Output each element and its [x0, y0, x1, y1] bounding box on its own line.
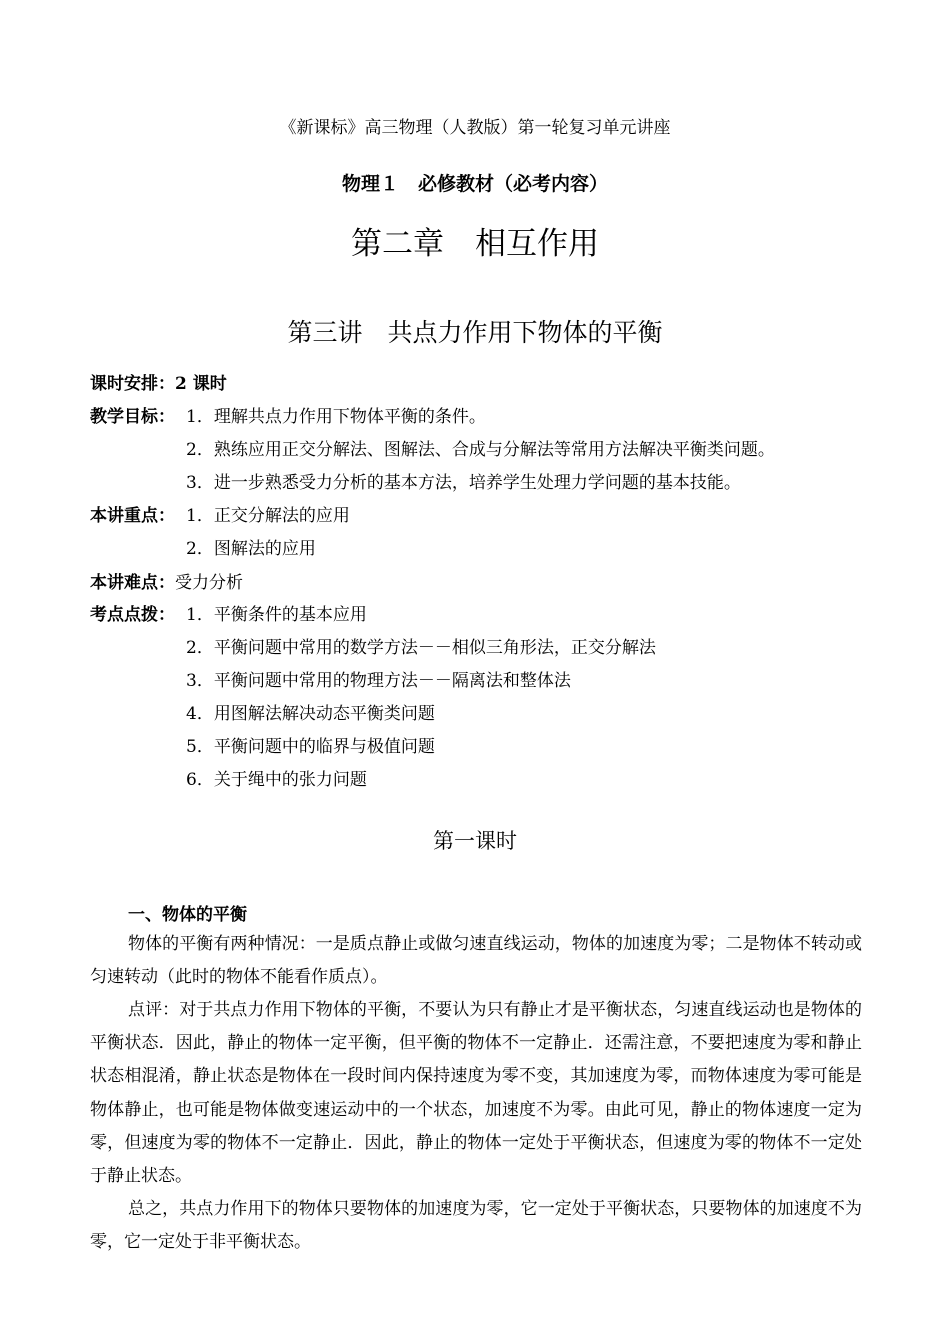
- goals-label: 教学目标：: [90, 407, 175, 427]
- point-item: 6．关于绳中的张力问题: [186, 770, 367, 790]
- goal-item: 3．进一步熟悉受力分析的基本方法，培养学生处理力学问题的基本技能。: [186, 473, 741, 493]
- point-item: 3．平衡问题中常用的物理方法－－隔离法和整体法: [186, 671, 571, 691]
- session-title: 第一课时: [433, 829, 517, 853]
- key-item: 1．正交分解法的应用: [186, 506, 350, 526]
- point-item: 2．平衡问题中常用的数学方法－－相似三角形法，正交分解法: [186, 638, 656, 658]
- difficulty-row: [90, 571, 243, 595]
- section-heading: 一、物体的平衡: [128, 905, 247, 925]
- point-item: 4．用图解法解决动态平衡类问题: [186, 704, 435, 724]
- subject-title: 物理１ 必修教材（必考内容）: [341, 173, 608, 195]
- point-item: 1．平衡条件的基本应用: [186, 605, 367, 625]
- chapter-title: 第二章 相互作用: [351, 226, 599, 262]
- schedule-label: 课时安排：: [90, 374, 175, 394]
- goal-item: 1．理解共点力作用下物体平衡的条件。: [186, 407, 486, 427]
- schedule-value: 2 课时: [175, 374, 227, 394]
- paragraph: 点评：对于共点力作用下物体的平衡，不要认为只有静止才是平衡状态，匀速直线运动也是物体的平衡状态．因此，静止的物体一定平衡，但平衡的物体不一定静止．还需注意，不要把速度为零和静止状态相混淆，静止状态是物体在一段时间内保持速度为零不变，其加速度为零，而物体速度为零可能是物体静止，也可能是物体做变速运动中的一个状态，加速度不为零。由此可见，静止的物体速度一定为零，但速度为零的物体不一定静止．因此，静止的物体一定处于平衡状态，但速度为零的物体不一定处于静止状态。: [90, 1000, 862, 1187]
- key-item: 2．图解法的应用: [186, 539, 316, 559]
- paragraph: 物体的平衡有两种情况：一是质点静止或做匀速直线运动，物体的加速度为零；二是物体不转动或匀速转动（此时的物体不能看作质点）。: [90, 934, 862, 988]
- difficulty-value: 受力分析: [175, 573, 243, 593]
- keys-label: 本讲重点：: [90, 506, 175, 526]
- difficulty-label: 本讲难点：: [90, 573, 175, 593]
- schedule-row: [90, 372, 227, 396]
- points-label: 考点点拨：: [90, 605, 175, 625]
- series-title: 《新课标》高三物理（人教版）第一轮复习单元讲座: [279, 118, 671, 138]
- lecture-title: 第三讲 共点力作用下物体的平衡: [287, 318, 663, 347]
- point-item: 5．平衡问题中的临界与极值问题: [186, 737, 435, 757]
- goal-item: 2．熟练应用正交分解法、图解法、合成与分解法等常用方法解决平衡类问题。: [186, 440, 775, 460]
- paragraph: 总之，共点力作用下的物体只要物体的加速度为零，它一定处于平衡状态，只要物体的加速度不为零，它一定处于非平衡状态。: [90, 1199, 862, 1253]
